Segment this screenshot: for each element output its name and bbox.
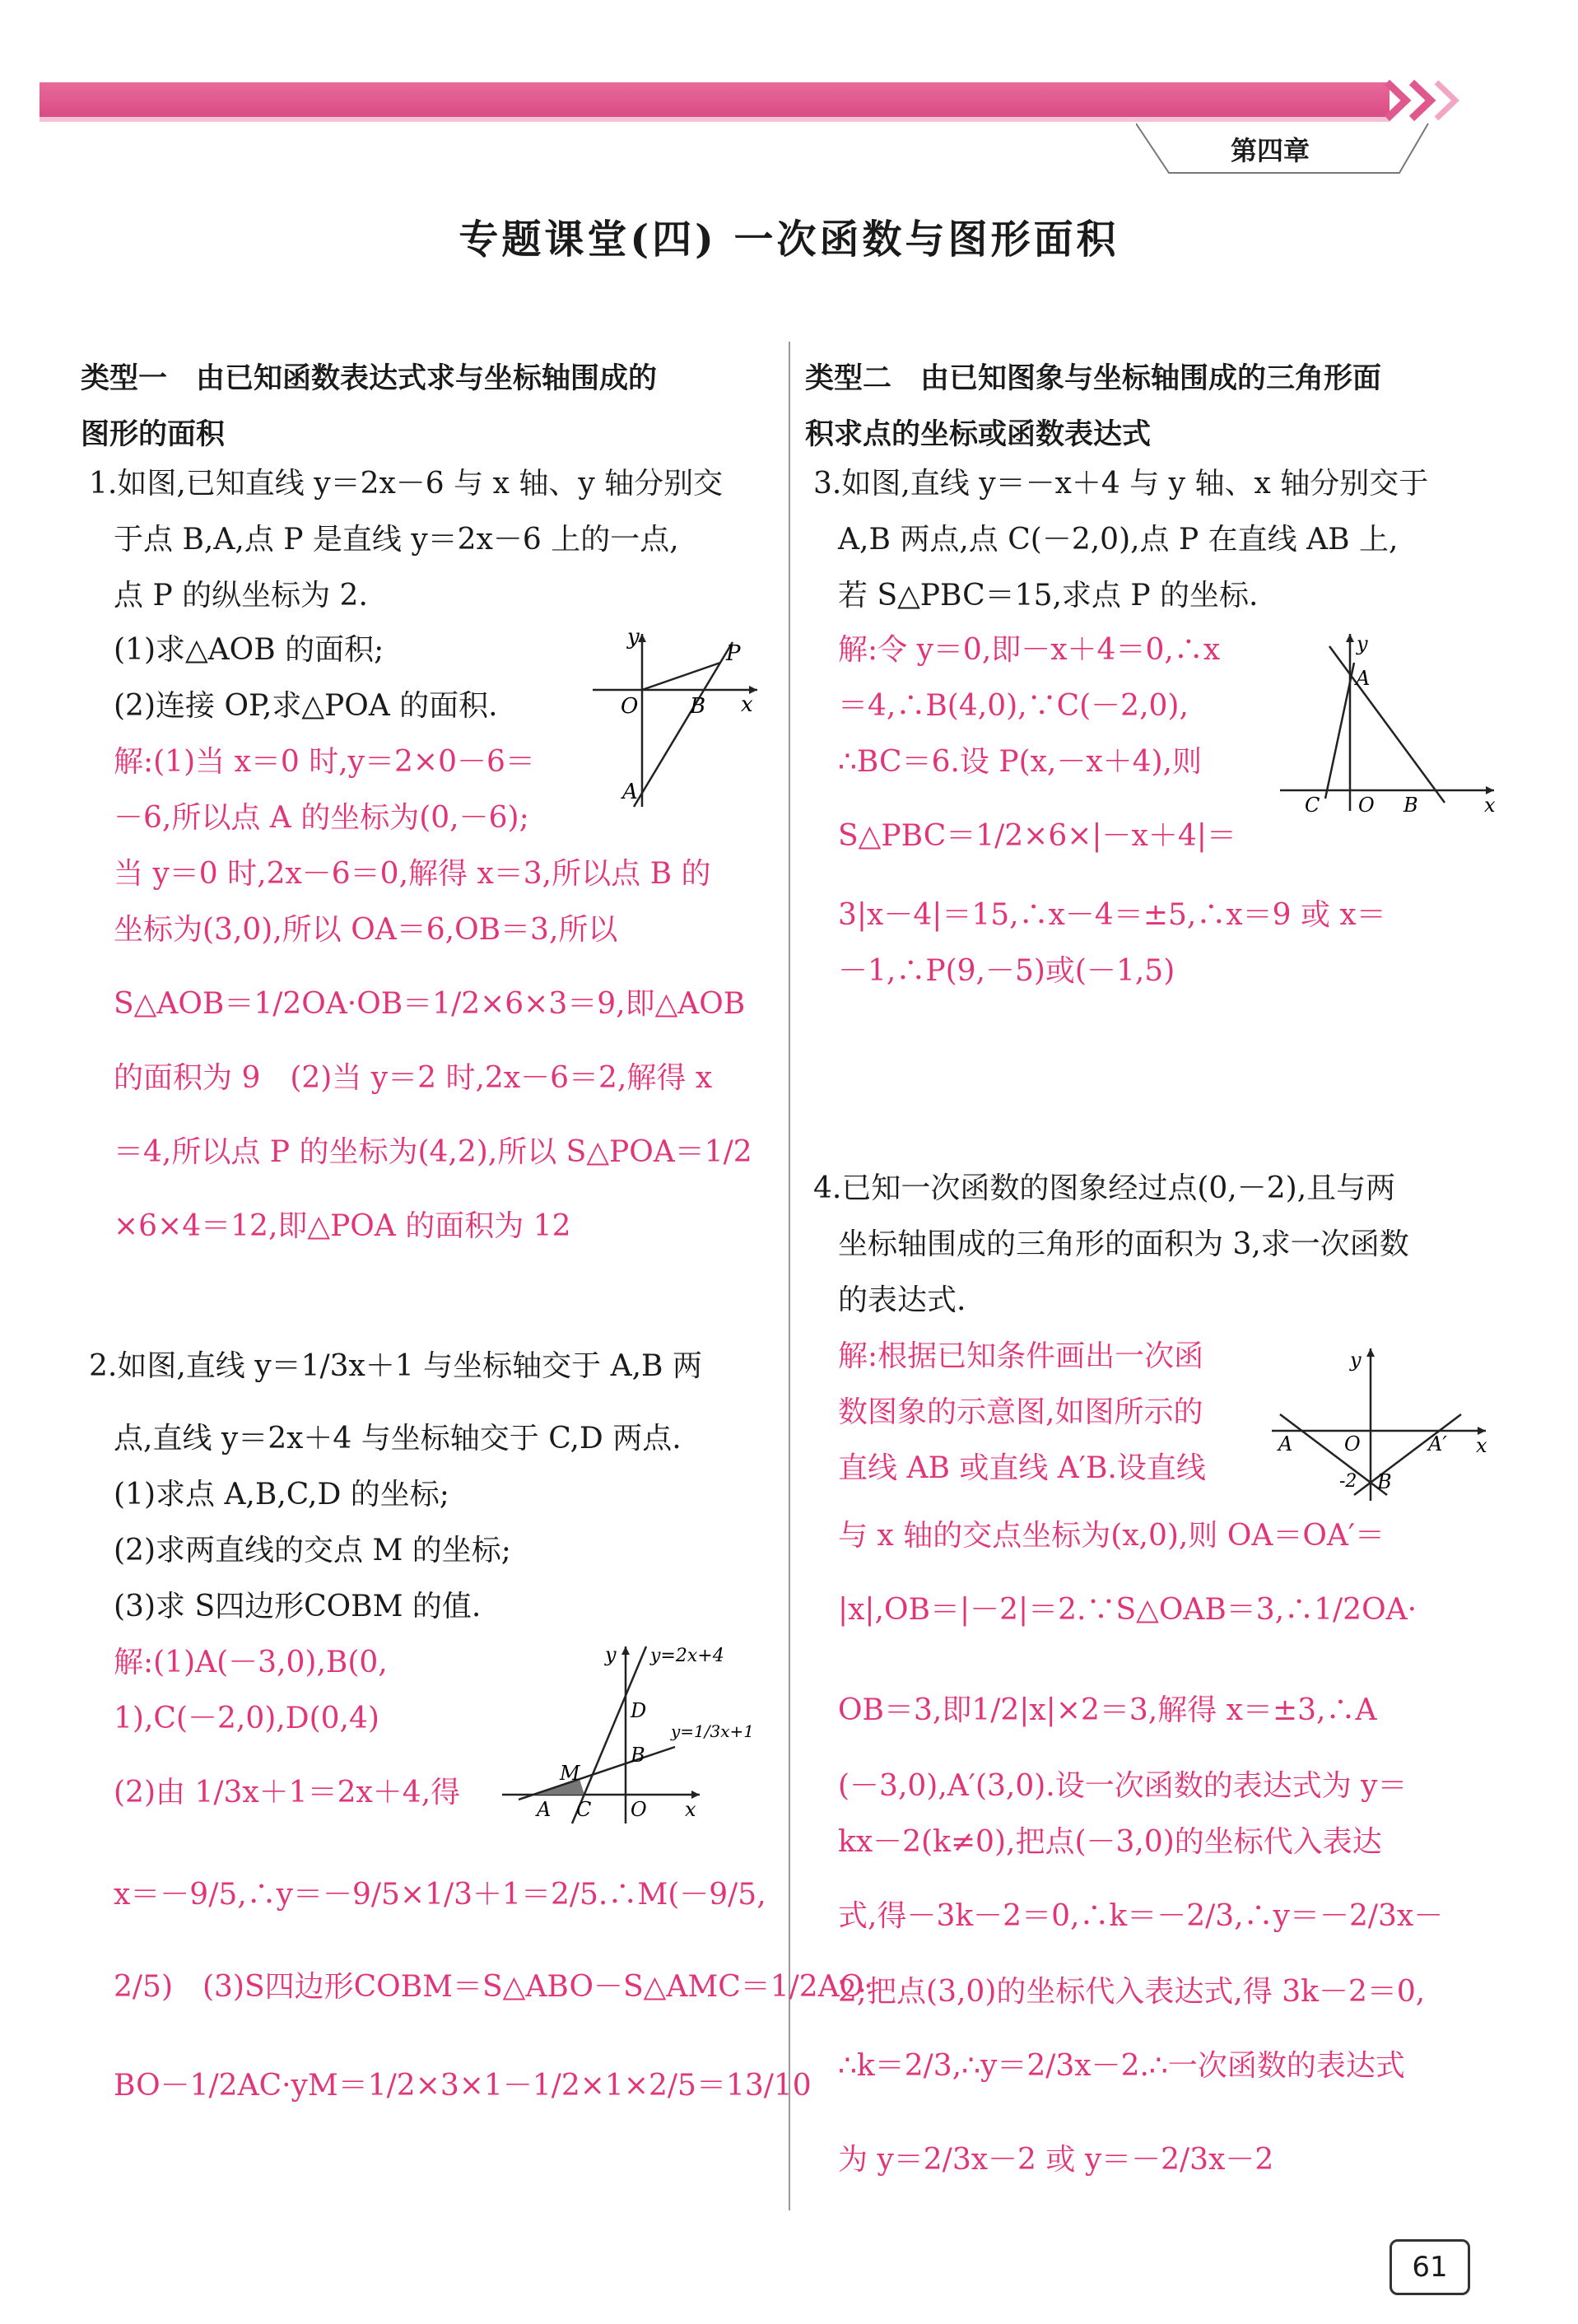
q1-answer-8: ×6×4＝12,即△POA 的面积为 12 xyxy=(114,1209,571,1243)
q3-line-3: 若 S△PBC＝15,求点 P 的坐标. xyxy=(838,579,1259,612)
q4-answer-2: 数图象的示意图,如图所示的 xyxy=(838,1395,1203,1429)
q2-answer-2: 1),C(－2,0),D(0,4) xyxy=(114,1702,379,1735)
q1-line-1: 1.如图,已知直线 y＝2x－6 与 x 轴、y 轴分别交 xyxy=(89,467,724,501)
type2-heading-line1: 类型二 由已知图象与坐标轴围成的三角形面 xyxy=(805,362,1382,395)
fig4-a-label: A xyxy=(1278,1432,1293,1455)
q3-answer-1: 解:令 y＝0,即－x＋4＝0,∴x xyxy=(838,633,1221,667)
q1-answer-1: 解:(1)当 x＝0 时,y＝2×0－6＝ xyxy=(114,745,535,779)
fig2-line1-label: y=2x+4 xyxy=(650,1646,724,1666)
fig3-c-label: C xyxy=(1305,794,1320,815)
fig2-a-label: A xyxy=(537,1798,552,1821)
q3-answer-5: 3|x－4|＝15,∴x－4＝±5,∴x＝9 或 x＝ xyxy=(838,898,1386,932)
q4-answer-10: 2;把点(3,0)的坐标代入表达式,得 3k－2＝0, xyxy=(838,1975,1426,2009)
q2-answer-6: BO－1/2AC·yM＝1/2×3×1－1/2×1×2/5＝13/10 xyxy=(114,2069,812,2103)
q2-line-3: (1)求点 A,B,C,D 的坐标; xyxy=(114,1478,449,1511)
fig4-o-label: O xyxy=(1344,1432,1361,1455)
q1-line-2: 于点 B,A,点 P 是直线 y＝2x－6 上的一点, xyxy=(114,523,679,557)
q4-line-2: 坐标轴围成的三角形的面积为 3,求一次函数 xyxy=(838,1227,1409,1261)
q1-answer-3: 当 y＝0 时,2x－6＝0,解得 x＝3,所以点 B 的 xyxy=(114,857,711,891)
page-title: 专题课堂(四) 一次函数与图形面积 xyxy=(459,217,1119,263)
q2-line-1: 2.如图,直线 y＝1/3x＋1 与坐标轴交于 A,B 两 xyxy=(89,1349,702,1383)
fig4-b-label: B xyxy=(1377,1470,1392,1493)
q4-answer-4: 与 x 轴的交点坐标为(x,0),则 OA＝OA′＝ xyxy=(838,1519,1385,1553)
chevron-arrows-icon xyxy=(1383,76,1473,125)
figure-1 xyxy=(584,626,766,815)
fig3-b-label: B xyxy=(1403,794,1418,815)
type2-heading-line2: 积求点的坐标或函数表达式 xyxy=(805,418,1152,451)
q1-answer-5: S△AOB＝1/2OA·OB＝1/2×6×3＝9,即△AOB xyxy=(114,987,746,1021)
q1-line-4: (1)求△AOB 的面积; xyxy=(114,633,384,667)
q1-answer-2: －6,所以点 A 的坐标为(0,－6); xyxy=(114,801,529,835)
q2-answer-3: (2)由 1/3x＋1＝2x＋4,得 xyxy=(114,1776,461,1809)
q2-line-4: (2)求两直线的交点 M 的坐标; xyxy=(114,1534,511,1567)
q3-answer-6: －1,∴P(9,－5)或(－1,5) xyxy=(838,954,1175,988)
fig2-x-label: x xyxy=(685,1798,696,1821)
fig4-minus2-label: -2 xyxy=(1339,1471,1357,1492)
q2-answer-4: x＝－9/5,∴y＝－9/5×1/3＋1＝2/5.∴M(－9/5, xyxy=(114,1878,766,1912)
q1-answer-4: 坐标为(3,0),所以 OA＝6,OB＝3,所以 xyxy=(114,913,618,947)
type1-heading-line2: 图形的面积 xyxy=(81,418,226,451)
fig3-a-label: A xyxy=(1356,667,1371,690)
page-number: 61 xyxy=(1389,2239,1470,2295)
fig2-line2-label: y=1/3x+1 xyxy=(671,1721,755,1741)
q3-line-1: 3.如图,直线 y＝－x＋4 与 y 轴、x 轴分别交于 xyxy=(813,467,1429,501)
fig1-a-label: A xyxy=(622,780,638,804)
q2-line-2: 点,直线 y＝2x＋4 与坐标轴交于 C,D 两点. xyxy=(114,1422,682,1455)
q4-answer-9: 式,得－3k－2＝0,∴k＝－2/3,∴y＝－2/3x－ xyxy=(838,1899,1444,1933)
fig1-b-label: B xyxy=(690,694,706,719)
q2-answer-1: 解:(1)A(－3,0),B(0, xyxy=(114,1646,388,1679)
q4-answer-1: 解:根据已知条件画出一次函 xyxy=(838,1339,1204,1373)
q4-answer-11: ∴k＝2/3,∴y＝2/3x－2.∴一次函数的表达式 xyxy=(838,2049,1405,2083)
q2-answer-5: 2/5) (3)S四边形COBM＝S△ABO－S△AMC＝1/2AO· xyxy=(114,1970,873,2004)
fig2-d-label: D xyxy=(631,1699,647,1722)
type1-heading-line1: 类型一 由已知函数表达式求与坐标轴围成的 xyxy=(81,362,658,395)
fig1-p-label: P xyxy=(726,641,741,666)
fig1-y-label: y xyxy=(627,626,640,650)
fig1-o-label: O xyxy=(621,694,639,719)
q4-answer-7: (－3,0),A′(3,0).设一次函数的表达式为 y＝ xyxy=(838,1769,1408,1803)
chapter-label: 第四章 xyxy=(1231,135,1310,166)
fig2-b-label: B xyxy=(631,1744,645,1767)
figure-4 xyxy=(1264,1340,1494,1505)
figure-3 xyxy=(1272,626,1502,815)
fig4-a-prime-label: A′ xyxy=(1428,1432,1447,1455)
fig4-x-label: x xyxy=(1476,1434,1487,1457)
q4-line-1: 4.已知一次函数的图象经过点(0,－2),且与两 xyxy=(813,1171,1396,1205)
fig4-y-label: y xyxy=(1350,1348,1362,1372)
fig3-x-label: x xyxy=(1484,794,1496,815)
figure-2 xyxy=(494,1638,774,1828)
q4-answer-12: 为 y＝2/3x－2 或 y＝－2/3x－2 xyxy=(838,2143,1274,2177)
q3-answer-3: ∴BC＝6.设 P(x,－x＋4),则 xyxy=(838,745,1203,779)
q4-answer-8: kx－2(k≠0),把点(－3,0)的坐标代入表达 xyxy=(838,1825,1382,1859)
column-divider xyxy=(789,342,790,2210)
q3-answer-2: ＝4,∴B(4,0),∵C(－2,0), xyxy=(838,689,1189,723)
q4-answer-5: |x|,OB＝|－2|＝2.∵S△OAB＝3,∴1/2OA· xyxy=(838,1593,1417,1627)
q4-line-3: 的表达式. xyxy=(838,1283,966,1317)
q3-line-2: A,B 两点,点 C(－2,0),点 P 在直线 AB 上, xyxy=(838,523,1399,557)
fig2-m-label: M xyxy=(560,1762,580,1785)
fig3-o-label: O xyxy=(1358,794,1375,815)
q4-answer-3: 直线 AB 或直线 A′B.设直线 xyxy=(838,1451,1206,1485)
header-band xyxy=(40,82,1389,117)
fig3-y-label: y xyxy=(1357,632,1368,655)
q1-line-3: 点 P 的纵坐标为 2. xyxy=(114,579,368,612)
fig2-y-label: y xyxy=(605,1643,617,1666)
fig2-o-label: O xyxy=(631,1798,647,1821)
fig2-c-label: C xyxy=(576,1798,592,1821)
q2-line-5: (3)求 S四边形COBM 的值. xyxy=(114,1590,482,1623)
q3-answer-4: S△PBC＝1/2×6×|－x＋4|＝ xyxy=(838,819,1236,853)
q1-answer-6: 的面积为 9 (2)当 y＝2 时,2x－6＝2,解得 x xyxy=(114,1061,713,1095)
q1-answer-7: ＝4,所以点 P 的坐标为(4,2),所以 S△POA＝1/2 xyxy=(114,1135,752,1169)
fig1-x-label: x xyxy=(741,692,753,717)
q4-answer-6: OB＝3,即1/2|x|×2＝3,解得 x＝±3,∴A xyxy=(838,1693,1377,1727)
q1-line-5: (2)连接 OP,求△POA 的面积. xyxy=(114,689,498,723)
